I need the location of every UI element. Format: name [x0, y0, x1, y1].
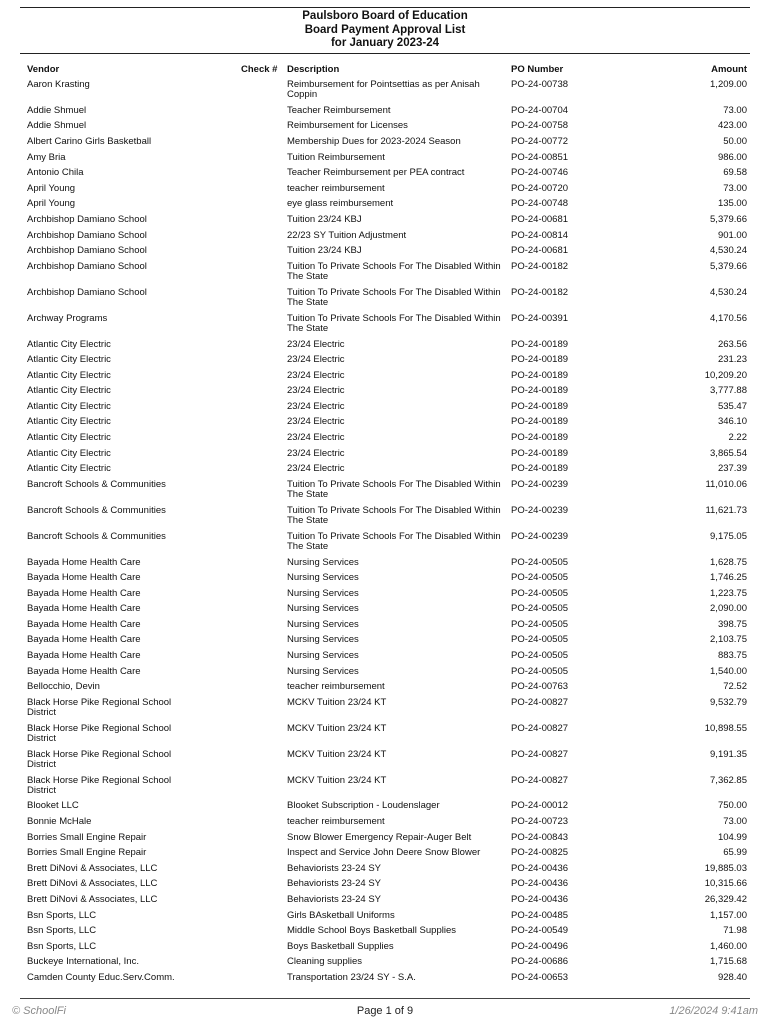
amount-cell: 73.00 — [723, 816, 747, 828]
po-number-cell: PO-24-00505 — [511, 572, 569, 584]
table-row — [0, 338, 770, 354]
vendor-cell: Atlantic City Electric — [27, 463, 111, 475]
vendor-cell: Bayada Home Health Care — [27, 603, 141, 615]
po-number-cell: PO-24-00772 — [511, 136, 569, 148]
table-row — [0, 722, 770, 748]
description-cell: Nursing Services — [287, 587, 359, 599]
table-row — [0, 815, 770, 831]
vendor-cell: Antonio Chila — [27, 167, 84, 179]
amount-cell: 1,746.25 — [710, 572, 747, 584]
table-row — [0, 151, 770, 167]
vendor-cell: Archbishop Damiano School — [27, 286, 147, 298]
description-cell: Nursing Services — [287, 665, 359, 677]
amount-cell: 3,777.88 — [710, 385, 747, 397]
vendor-cell: Black Horse Pike Regional School District — [27, 748, 172, 770]
description-cell: Tuition 23/24 KBJ — [287, 214, 362, 226]
description-cell: MCKV Tuition 23/24 KT — [287, 722, 387, 734]
description-cell: Nursing Services — [287, 650, 359, 662]
description-cell: 23/24 Electric — [287, 354, 345, 366]
table-row — [0, 649, 770, 665]
po-number-cell: PO-24-00505 — [511, 556, 569, 568]
po-number-cell: PO-24-00686 — [511, 956, 569, 968]
top-rule — [20, 7, 750, 8]
amount-cell: 928.40 — [717, 971, 747, 983]
description-cell: Nursing Services — [287, 603, 359, 615]
po-number-cell: PO-24-00827 — [511, 748, 569, 760]
vendor-cell: Albert Carino Girls Basketball — [27, 136, 152, 148]
vendor-cell: Bsn Sports, LLC — [27, 909, 97, 921]
vendor-cell: Bayada Home Health Care — [27, 665, 141, 677]
table-row — [0, 229, 770, 245]
table-row — [0, 462, 770, 478]
vendor-cell: Bsn Sports, LLC — [27, 925, 97, 937]
po-number-cell: PO-24-00505 — [511, 603, 569, 615]
po-number-cell: PO-24-00681 — [511, 214, 569, 226]
col-header-vendor: Vendor — [27, 64, 60, 75]
po-number-cell: PO-24-00189 — [511, 354, 569, 366]
amount-cell: 4,530.24 — [710, 286, 747, 298]
description-cell: Tuition To Private Schools For The Disabled Within The State — [287, 260, 501, 282]
po-number-cell: PO-24-00436 — [511, 862, 569, 874]
po-number-cell: PO-24-00843 — [511, 831, 569, 843]
table-row — [0, 166, 770, 182]
vendor-cell: Bancroft Schools & Communities — [27, 530, 166, 542]
vendor-cell: Atlantic City Electric — [27, 400, 111, 412]
table-row — [0, 213, 770, 229]
vendor-cell: Archbishop Damiano School — [27, 245, 147, 257]
po-number-cell: PO-24-00239 — [511, 530, 569, 542]
vendor-cell: Addie Shmuel — [27, 120, 87, 132]
description-cell: Teacher Reimbursement — [287, 104, 391, 116]
vendor-cell: Bonnie McHale — [27, 816, 92, 828]
po-number-cell: PO-24-00746 — [511, 167, 569, 179]
vendor-cell: Bayada Home Health Care — [27, 572, 141, 584]
amount-cell: 1,223.75 — [710, 587, 747, 599]
po-number-cell: PO-24-00748 — [511, 198, 569, 210]
amount-cell: 10,315.66 — [704, 878, 747, 890]
po-number-cell: PO-24-00189 — [511, 338, 569, 350]
description-cell: 23/24 Electric — [287, 463, 345, 475]
table-row — [0, 119, 770, 135]
vendor-cell: Bayada Home Health Care — [27, 618, 141, 630]
po-number-cell: PO-24-00189 — [511, 400, 569, 412]
description-cell: 23/24 Electric — [287, 416, 345, 428]
description-cell: teacher reimbursement — [287, 681, 385, 693]
po-number-cell: PO-24-00189 — [511, 447, 569, 459]
amount-cell: 26,329.42 — [704, 893, 747, 905]
po-number-cell: PO-24-00704 — [511, 104, 569, 116]
description-cell: Teacher Reimbursement per PEA contract — [287, 167, 465, 179]
vendor-cell: Borries Small Engine Repair — [27, 831, 147, 843]
vendor-cell: Amy Bria — [27, 151, 66, 163]
amount-cell: 1,540.00 — [710, 665, 747, 677]
description-cell: 23/24 Electric — [287, 400, 345, 412]
title-line-3: for January 2023-24 — [330, 37, 440, 49]
amount-cell: 11,621.73 — [705, 504, 747, 516]
table-row — [0, 696, 770, 722]
vendor-cell: Black Horse Pike Regional School District — [27, 696, 172, 718]
vendor-cell: April Young — [27, 182, 76, 194]
description-cell: Girls BAsketball Uniforms — [287, 909, 395, 921]
description-cell: MCKV Tuition 23/24 KT — [287, 774, 387, 786]
footer-brand: © SchoolFi — [12, 1005, 66, 1017]
vendor-cell: Atlantic City Electric — [27, 385, 111, 397]
report-title — [0, 10, 770, 51]
po-number-cell: PO-24-00239 — [511, 478, 569, 490]
vendor-cell: Camden County Educ.Serv.Comm. — [27, 971, 175, 983]
table-row — [0, 571, 770, 587]
amount-cell: 73.00 — [723, 182, 747, 194]
vendor-cell: Atlantic City Electric — [27, 447, 111, 459]
amount-cell: 986.00 — [717, 151, 747, 163]
amount-cell: 883.75 — [717, 650, 747, 662]
table-row — [0, 447, 770, 463]
po-number-cell: PO-24-00827 — [511, 774, 569, 786]
description-cell: Cleaning supplies — [287, 956, 362, 968]
table-row — [0, 353, 770, 369]
po-number-cell: PO-24-00827 — [511, 696, 569, 708]
amount-cell: 9,191.35 — [710, 748, 747, 760]
vendor-cell: Bayada Home Health Care — [27, 650, 141, 662]
po-number-cell: PO-24-00505 — [511, 618, 569, 630]
amount-cell: 2,103.75 — [710, 634, 747, 646]
amount-cell: 4,170.56 — [710, 312, 747, 324]
description-cell: teacher reimbursement — [287, 816, 385, 828]
amount-cell: 1,209.00 — [710, 79, 747, 90]
amount-cell: 423.00 — [717, 120, 747, 132]
po-number-cell: PO-24-00391 — [511, 312, 569, 324]
table-row — [0, 384, 770, 400]
description-cell: Nursing Services — [287, 634, 359, 646]
table-row — [0, 312, 770, 338]
po-number-cell: PO-24-00239 — [511, 504, 569, 516]
po-number-cell: PO-24-00825 — [511, 847, 569, 859]
table-row — [0, 633, 770, 649]
po-number-cell: PO-24-00182 — [511, 260, 569, 272]
po-number-cell: PO-24-00485 — [511, 909, 569, 921]
vendor-cell: Brett DiNovi & Associates, LLC — [27, 878, 158, 890]
table-row — [0, 478, 770, 504]
amount-cell: 5,379.66 — [710, 260, 747, 272]
vendor-cell: Bayada Home Health Care — [27, 634, 141, 646]
table-row — [0, 748, 770, 774]
po-number-cell: PO-24-00827 — [511, 722, 569, 734]
description-cell: Blooket Subscription - Loudenslager — [287, 800, 440, 812]
amount-cell: 71.98 — [723, 925, 747, 937]
description-cell: Tuition To Private Schools For The Disabled Within The State — [287, 312, 501, 334]
description-cell: Behaviorists 23-24 SY — [287, 878, 381, 890]
vendor-cell: Atlantic City Electric — [27, 354, 111, 366]
po-number-cell: PO-24-00758 — [511, 120, 569, 132]
po-number-cell: PO-24-00505 — [511, 650, 569, 662]
vendor-cell: Brett DiNovi & Associates, LLC — [27, 862, 158, 874]
po-number-cell: PO-24-00723 — [511, 816, 569, 828]
vendor-cell: Addie Shmuel — [27, 104, 87, 116]
po-number-cell: PO-24-00763 — [511, 681, 569, 693]
po-number-cell: PO-24-00738 — [511, 79, 569, 90]
amount-cell: 1,715.68 — [710, 956, 747, 968]
table-row — [0, 400, 770, 416]
po-number-cell: PO-24-00189 — [511, 432, 569, 444]
po-number-cell: PO-24-00653 — [511, 971, 569, 983]
col-header-description: Description — [287, 64, 340, 75]
col-header-amount: Amount — [711, 64, 747, 75]
vendor-cell: Archbishop Damiano School — [27, 214, 147, 226]
amount-cell: 2.22 — [728, 432, 747, 444]
vendor-cell: Aaron Krasting — [27, 79, 90, 90]
table-row — [0, 909, 770, 925]
description-cell: Inspect and Service John Deere Snow Blower — [287, 847, 481, 859]
table-row — [0, 369, 770, 385]
col-header-po: PO Number — [511, 64, 564, 75]
description-cell: Transportation 23/24 SY - S.A. — [287, 971, 416, 983]
description-cell: Boys Basketball Supplies — [287, 940, 394, 952]
table-row — [0, 680, 770, 696]
vendor-cell: Bellocchio, Devin — [27, 681, 100, 693]
po-number-cell: PO-24-00189 — [511, 369, 569, 381]
po-number-cell: PO-24-00720 — [511, 182, 569, 194]
amount-cell: 1,460.00 — [710, 940, 747, 952]
amount-cell: 69.58 — [723, 167, 747, 179]
table-row — [0, 504, 770, 530]
payment-table — [0, 78, 770, 987]
amount-cell: 11,010.06 — [705, 478, 747, 490]
description-cell: Behaviorists 23-24 SY — [287, 893, 381, 905]
po-number-cell: PO-24-00182 — [511, 286, 569, 298]
amount-cell: 135.00 — [717, 198, 747, 210]
amount-cell: 750.00 — [717, 800, 747, 812]
po-number-cell: PO-24-00012 — [511, 800, 569, 812]
table-row — [0, 774, 770, 800]
vendor-cell: Atlantic City Electric — [27, 416, 111, 428]
table-row — [0, 877, 770, 893]
po-number-cell: PO-24-00496 — [511, 940, 569, 952]
vendor-cell: Atlantic City Electric — [27, 338, 111, 350]
po-number-cell: PO-24-00436 — [511, 893, 569, 905]
table-row — [0, 182, 770, 198]
description-cell: Tuition 23/24 KBJ — [287, 245, 362, 257]
amount-cell: 10,209.20 — [704, 369, 747, 381]
description-cell: MCKV Tuition 23/24 KT — [287, 696, 387, 708]
vendor-cell: Bayada Home Health Care — [27, 587, 141, 599]
description-cell: teacher reimbursement — [287, 182, 385, 194]
amount-cell: 398.75 — [717, 618, 747, 630]
amount-cell: 72.52 — [723, 681, 747, 693]
amount-cell: 104.99 — [717, 831, 747, 843]
description-cell: Tuition To Private Schools For The Disabled Within The State — [287, 530, 501, 552]
table-row — [0, 862, 770, 878]
table-row — [0, 244, 770, 260]
table-row — [0, 415, 770, 431]
amount-cell: 263.56 — [717, 338, 747, 350]
footer-timestamp: 1/26/2024 9:41am — [669, 1005, 758, 1017]
table-row — [0, 104, 770, 120]
amount-cell: 4,530.24 — [710, 245, 747, 257]
title-line-1: Paulsboro Board of Education — [302, 10, 468, 22]
description-cell: Tuition To Private Schools For The Disabled Within The State — [287, 478, 501, 500]
amount-cell: 10,898.55 — [704, 722, 747, 734]
amount-cell: 535.47 — [717, 400, 747, 412]
vendor-cell: Brett DiNovi & Associates, LLC — [27, 893, 158, 905]
po-number-cell: PO-24-00189 — [511, 463, 569, 475]
table-row — [0, 602, 770, 618]
table-row — [0, 893, 770, 909]
vendor-cell: Borries Small Engine Repair — [27, 847, 147, 859]
description-cell: Nursing Services — [287, 618, 359, 630]
description-cell: Reimbursement for Licenses — [287, 120, 408, 132]
table-row — [0, 955, 770, 971]
amount-cell: 901.00 — [717, 229, 747, 241]
description-cell: 23/24 Electric — [287, 369, 345, 381]
po-number-cell: PO-24-00189 — [511, 416, 569, 428]
table-row — [0, 78, 770, 104]
description-cell: Tuition To Private Schools For The Disabled Within The State — [287, 504, 501, 526]
table-row — [0, 135, 770, 151]
vendor-cell: Atlantic City Electric — [27, 432, 111, 444]
description-cell: 23/24 Electric — [287, 338, 345, 350]
po-number-cell: PO-24-00505 — [511, 665, 569, 677]
po-number-cell: PO-24-00549 — [511, 925, 569, 937]
table-row — [0, 846, 770, 862]
col-header-check: Check # — [241, 64, 278, 75]
amount-cell: 237.39 — [717, 463, 747, 475]
amount-cell: 50.00 — [723, 136, 747, 148]
table-row — [0, 971, 770, 987]
description-cell: Nursing Services — [287, 572, 359, 584]
vendor-cell: Atlantic City Electric — [27, 369, 111, 381]
table-row — [0, 831, 770, 847]
amount-cell: 9,532.79 — [710, 696, 747, 708]
description-cell: Snow Blower Emergency Repair-Auger Belt — [287, 831, 472, 843]
table-row — [0, 556, 770, 572]
amount-cell: 73.00 — [723, 104, 747, 116]
vendor-cell: Bancroft Schools & Communities — [27, 504, 166, 516]
vendor-cell: Black Horse Pike Regional School District — [27, 774, 172, 796]
amount-cell: 1,628.75 — [710, 556, 747, 568]
description-cell: Tuition Reimbursement — [287, 151, 385, 163]
vendor-cell: Archbishop Damiano School — [27, 229, 147, 241]
vendor-cell: Buckeye International, Inc. — [27, 956, 139, 968]
description-cell: Middle School Boys Basketball Supplies — [287, 925, 456, 937]
vendor-cell: Archway Programs — [27, 312, 108, 324]
amount-cell: 3,865.54 — [710, 447, 747, 459]
description-cell: 23/24 Electric — [287, 385, 345, 397]
po-number-cell: PO-24-00436 — [511, 878, 569, 890]
table-row — [0, 587, 770, 603]
description-cell: 23/24 Electric — [287, 447, 345, 459]
description-cell: Tuition To Private Schools For The Disabled Within The State — [287, 286, 501, 308]
amount-cell: 2,090.00 — [710, 603, 747, 615]
amount-cell: 65.99 — [723, 847, 747, 859]
table-row — [0, 530, 770, 556]
vendor-cell: April Young — [27, 198, 76, 210]
table-row — [0, 924, 770, 940]
title-rule — [20, 53, 750, 54]
table-row — [0, 197, 770, 213]
description-cell: MCKV Tuition 23/24 KT — [287, 748, 387, 760]
amount-cell: 5,379.66 — [710, 214, 747, 226]
table-row — [0, 286, 770, 312]
table-row — [0, 431, 770, 447]
description-cell: 23/24 Electric — [287, 432, 345, 444]
description-cell: Membership Dues for 2023-2024 Season — [287, 136, 461, 148]
table-row — [0, 799, 770, 815]
po-number-cell: PO-24-00681 — [511, 245, 569, 257]
footer-rule — [20, 998, 750, 999]
vendor-cell: Blooket LLC — [27, 800, 79, 812]
table-row — [0, 260, 770, 286]
table-row — [0, 940, 770, 956]
vendor-cell: Bancroft Schools & Communities — [27, 478, 166, 490]
amount-cell: 346.10 — [717, 416, 747, 428]
amount-cell: 231.23 — [717, 354, 747, 366]
amount-cell: 9,175.05 — [710, 530, 747, 542]
vendor-cell: Bayada Home Health Care — [27, 556, 141, 568]
vendor-cell: Bsn Sports, LLC — [27, 940, 97, 952]
table-row — [0, 665, 770, 681]
amount-cell: 7,362.85 — [710, 774, 747, 786]
amount-cell: 1,157.00 — [710, 909, 747, 921]
description-cell: Behaviorists 23-24 SY — [287, 862, 381, 874]
description-cell: Nursing Services — [287, 556, 359, 568]
description-cell: Reimbursement for Pointsettias as per Anisah Coppin — [287, 79, 480, 100]
po-number-cell: PO-24-00814 — [511, 229, 569, 241]
title-line-2: Board Payment Approval List — [304, 23, 466, 36]
description-cell: eye glass reimbursement — [287, 198, 394, 210]
vendor-cell: Archbishop Damiano School — [27, 260, 147, 272]
vendor-cell: Black Horse Pike Regional School District — [27, 722, 172, 744]
page-number: Page 1 of 9 — [356, 1005, 414, 1017]
po-number-cell: PO-24-00505 — [511, 587, 569, 599]
po-number-cell: PO-24-00851 — [511, 151, 569, 163]
description-cell: 22/23 SY Tuition Adjustment — [287, 229, 407, 241]
amount-cell: 19,885.03 — [704, 862, 747, 874]
po-number-cell: PO-24-00505 — [511, 634, 569, 646]
table-row — [0, 618, 770, 634]
po-number-cell: PO-24-00189 — [511, 385, 569, 397]
